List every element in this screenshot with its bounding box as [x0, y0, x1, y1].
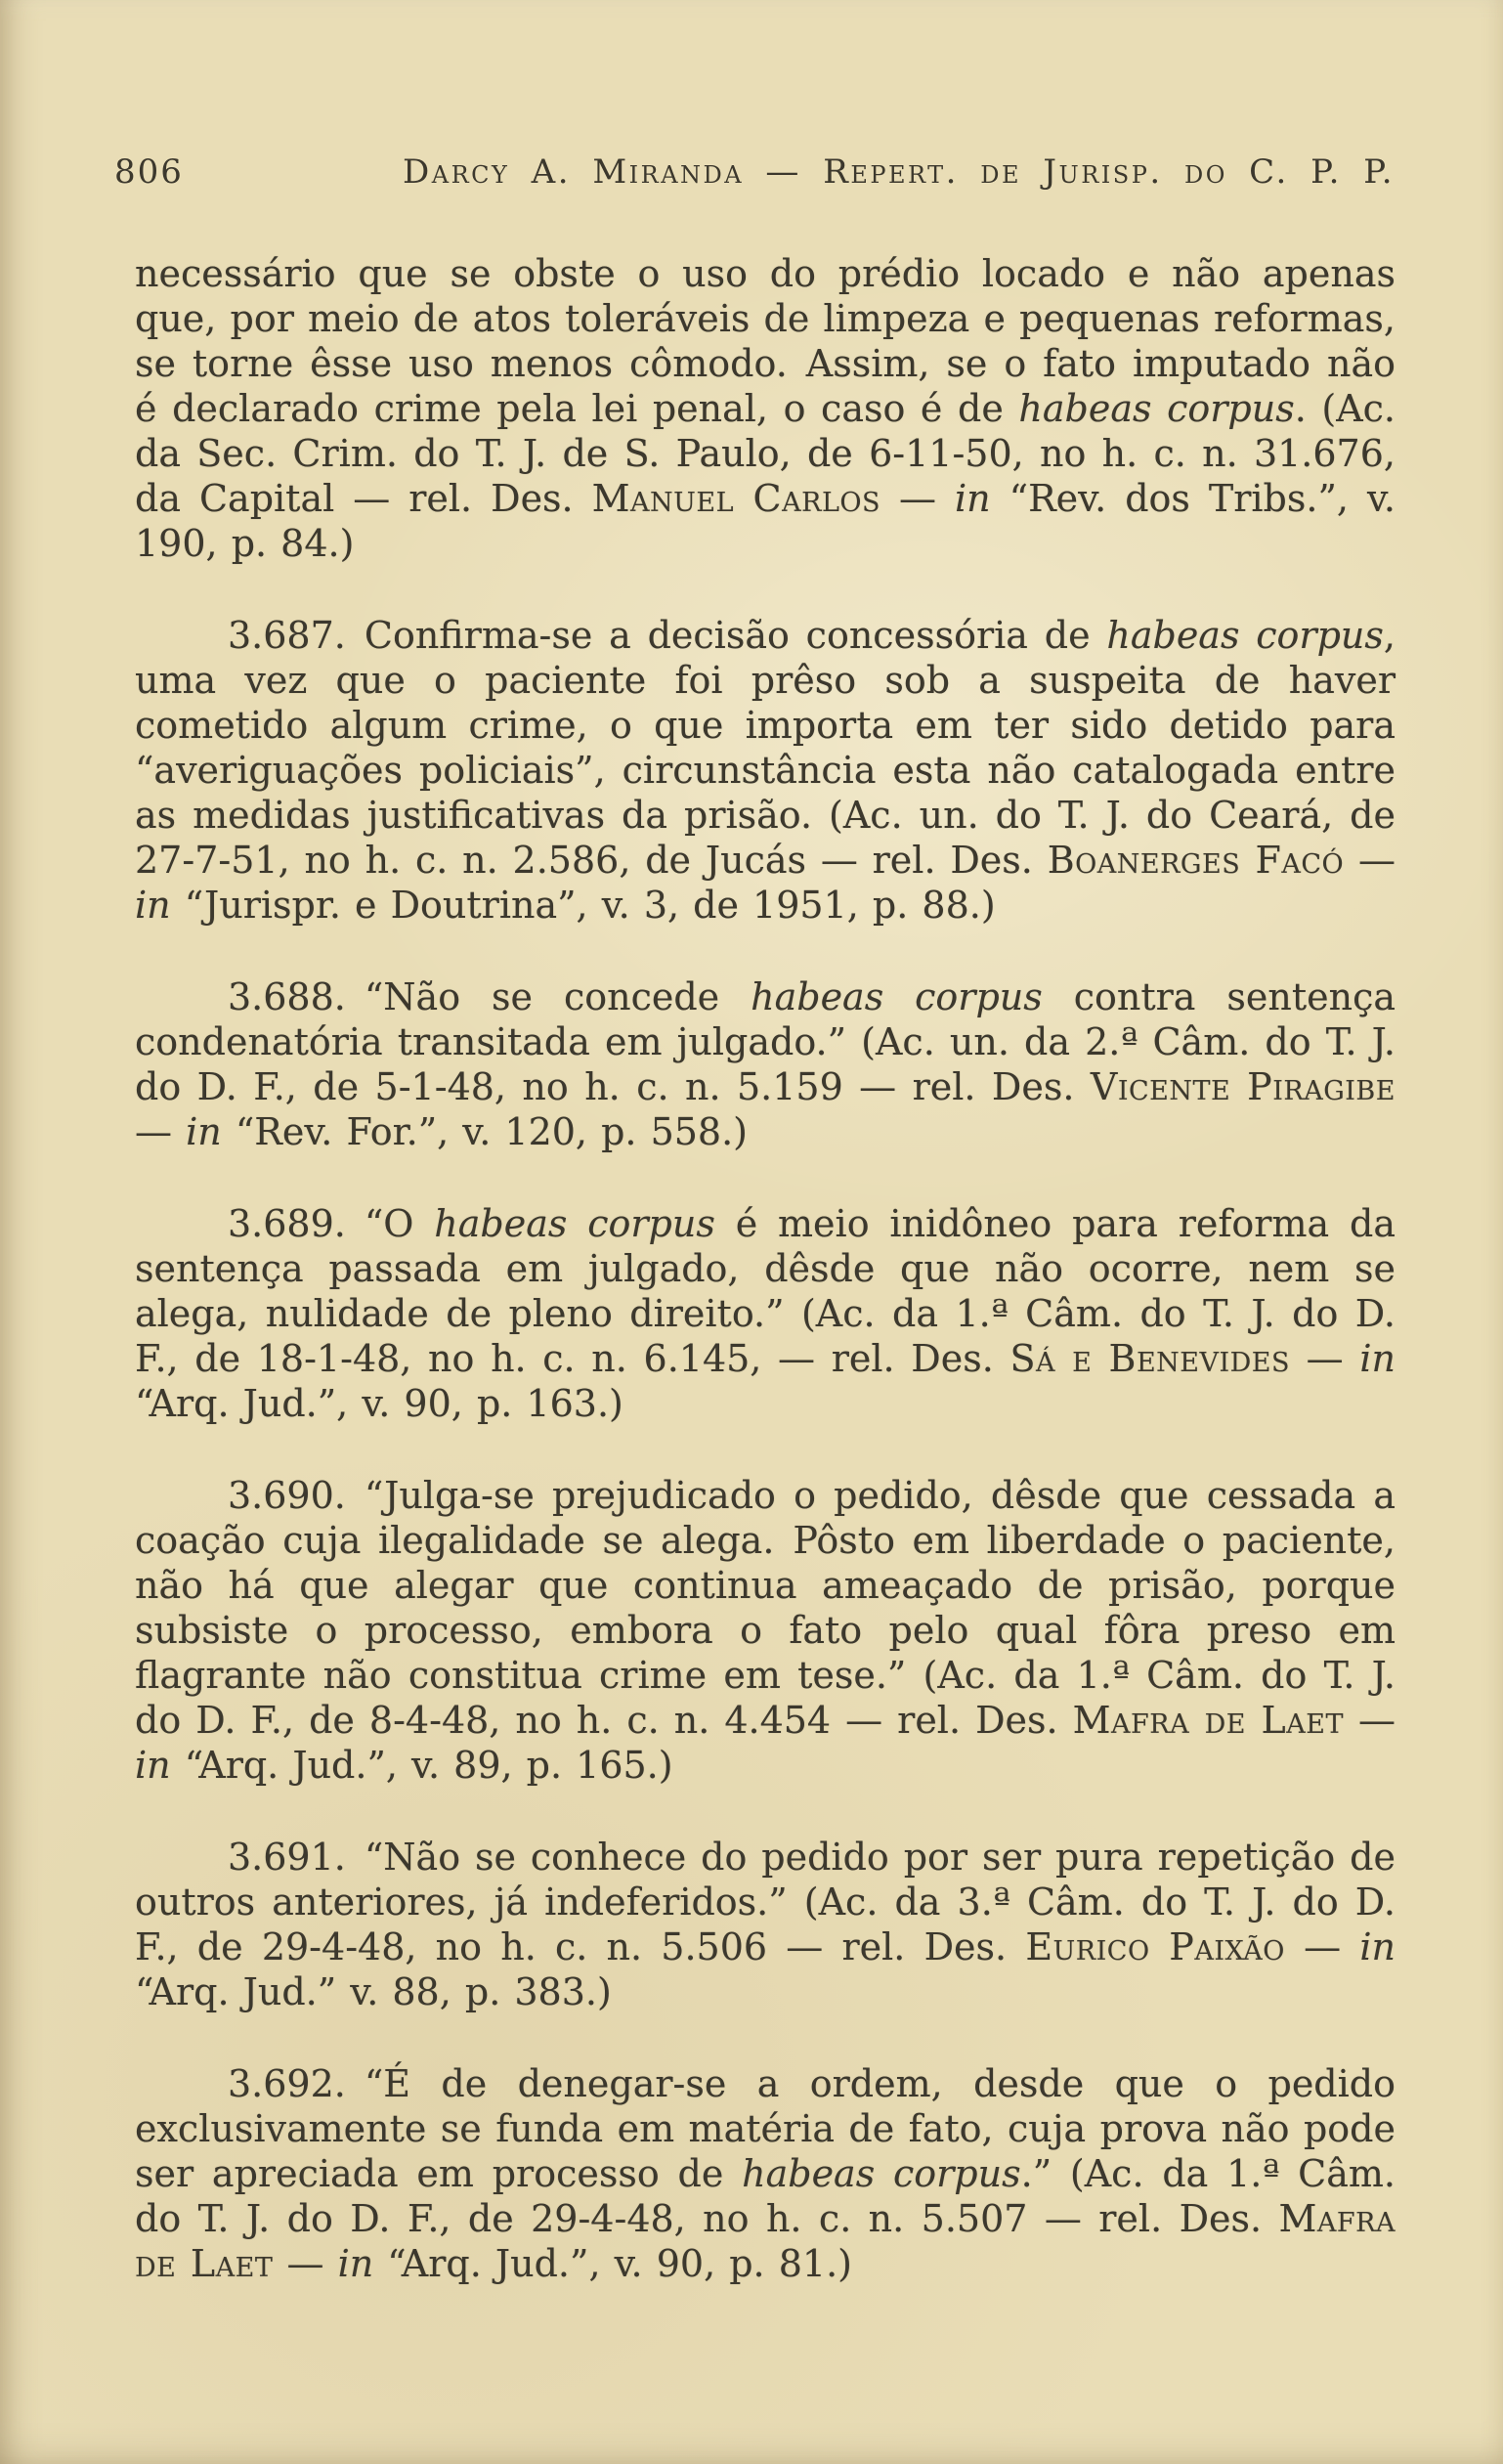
paragraph-continuation — [135, 251, 1396, 566]
italic-text: in — [337, 2242, 374, 2285]
body-text: — — [880, 477, 956, 520]
italic-text: habeas corpus — [1018, 387, 1295, 430]
body-text: .” (Ac. da 1.ª Câm. do T. J. do D. F., de 29-4-48, no h. c. n. 5.507 — rel. Des. — [135, 2152, 1396, 2240]
body-text: — — [1290, 1337, 1360, 1380]
italic-text: in — [1359, 1925, 1396, 1968]
section-number: 3.691. — [228, 1836, 365, 1879]
body-text: necessário que se obste o uso do prédio locado e não apenas que, por meio de atos toleráveis de limpeza e pequenas reformas, se torne êsse uso menos cômodo. Assim, se o fato imputado não é declarado crime pela lei penal, o caso é de — [135, 252, 1396, 430]
italic-text: habeas corpus — [751, 975, 1043, 1018]
smallcaps-name: Eurico Paixão — [1025, 1925, 1285, 1968]
italic-text: in — [135, 884, 171, 927]
body-text: contra sentença condenatória transitada em julgado.” (Ac. un. da 2.ª Câm. do T. J. do D. F., de 5-1-48, no h. c. n. 5.159 — rel. Des. — [135, 975, 1396, 1108]
smallcaps-name: Mafra de Laet — [135, 2197, 1396, 2285]
paragraph-3.689 — [135, 1201, 1396, 1426]
body-text: “Rev. dos Tribs.”, v. 190, p. 84.) — [135, 477, 1396, 565]
body-text: , uma vez que o paciente foi prêso sob a suspeita de haver cometido algum crime, o que importa em ter sido detido para “averiguações policiais”, circunstância esta não catalogada entre as medidas justificativas da prisão. (Ac. un. do T. J. do Ceará, de 27-7-51, no h. c. n. 2.586, de Jucás — rel. Des. — [135, 614, 1396, 882]
body-text: Confirma-se a decisão concessória de — [364, 614, 1107, 657]
italic-text: habeas corpus — [434, 1202, 715, 1245]
body-text: — — [135, 1110, 187, 1153]
smallcaps-name: Vicente Piragibe — [1090, 1065, 1396, 1108]
section-number: 3.689. — [228, 1202, 365, 1245]
running-title: Darcy A. Miranda — Repert. de Jurisp. do C. P. P. — [402, 152, 1395, 192]
paragraph-3.690 — [135, 1473, 1396, 1788]
section-number: 3.688. — [228, 975, 365, 1018]
paragraph-3.692 — [135, 2061, 1396, 2286]
paragraph-3.691 — [135, 1835, 1396, 2014]
body-text: “Não se concede — [364, 975, 752, 1018]
body-text: “Arq. Jud.”, v. 89, p. 165.) — [170, 1744, 673, 1787]
body-text: “Não se conhece do pedido por ser pura repetição de outros anteriores, já indeferidos.” (Ac. da 3.ª Câm. do T. J. do D. F., de 29-4-48, no h. c. n. 5.506 — rel. Des. — [135, 1836, 1396, 1968]
body-text: — — [1284, 1925, 1360, 1968]
italic-text: habeas corpus — [1106, 614, 1384, 657]
body-text: “Jurispr. e Doutrina”, v. 3, de 1951, p. 88.) — [170, 884, 996, 927]
smallcaps-name: Mafra de Laet — [1072, 1699, 1344, 1742]
smallcaps-name: Manuel Carlos — [591, 477, 881, 520]
body-text: “Julga-se prejudicado o pedido, dêsde que cessada a coação cuja ilegalidade se alega. Pôsto em liberdade o paciente, não há que alegar que continua ameaçado de prisão, porque subsiste o processo, embora o fato pelo qual fôra preso em flagrante não constitua crime em tese.” (Ac. da 1.ª Câm. do T. J. do D. F., de 8-4-48, no h. c. n. 4.454 — rel. Des. — [135, 1474, 1396, 1742]
body-text: “Arq. Jud.”, v. 90, p. 81.) — [373, 2242, 852, 2285]
italic-text: in — [1359, 1337, 1396, 1380]
smallcaps-name: Sá e Benevides — [1009, 1337, 1291, 1380]
italic-text: habeas corpus — [742, 2152, 1021, 2195]
paragraph-3.688 — [135, 974, 1396, 1154]
page-number: 806 — [114, 152, 184, 192]
italic-text: in — [135, 1744, 171, 1787]
paragraph-3.687 — [135, 613, 1396, 928]
section-number: 3.692. — [228, 2062, 365, 2105]
body-text: . (Ac. da Sec. Crim. do T. J. de S. Paulo, de 6-11-50, no h. c. n. 31.676, da Capital — rel. Des. — [135, 387, 1396, 520]
section-number: 3.687. — [228, 614, 365, 657]
body-text: “É de denegar-se a ordem, desde que o pedido exclusivamente se funda em matéria de fato, cuja prova não pode ser apreciada em processo de — [135, 2062, 1396, 2195]
italic-text: in — [955, 477, 991, 520]
italic-text: in — [186, 1110, 222, 1153]
body-text: “Rev. For.”, v. 120, p. 558.) — [221, 1110, 749, 1153]
text-block — [135, 251, 1396, 2286]
body-text: — — [273, 2242, 338, 2285]
running-header — [114, 154, 1395, 190]
smallcaps-name: Boanerges Facó — [1047, 839, 1345, 882]
body-text: — — [1344, 839, 1396, 882]
body-text: é meio inidôneo para reforma da sentença passada em julgado, dêsde que não ocorre, nem se alega, nulidade de pleno direito.” (Ac. da 1.ª Câm. do T. J. do D. F., de 18-1-48, no h. c. n. 6.145, — rel. Des. — [135, 1202, 1396, 1380]
body-text: “Arq. Jud.”, v. 90, p. 163.) — [135, 1382, 623, 1425]
body-text: — — [1343, 1699, 1396, 1742]
body-text: “Arq. Jud.” v. 88, p. 383.) — [135, 1970, 612, 2013]
section-number: 3.690. — [228, 1474, 365, 1517]
body-text: “O — [364, 1202, 435, 1245]
